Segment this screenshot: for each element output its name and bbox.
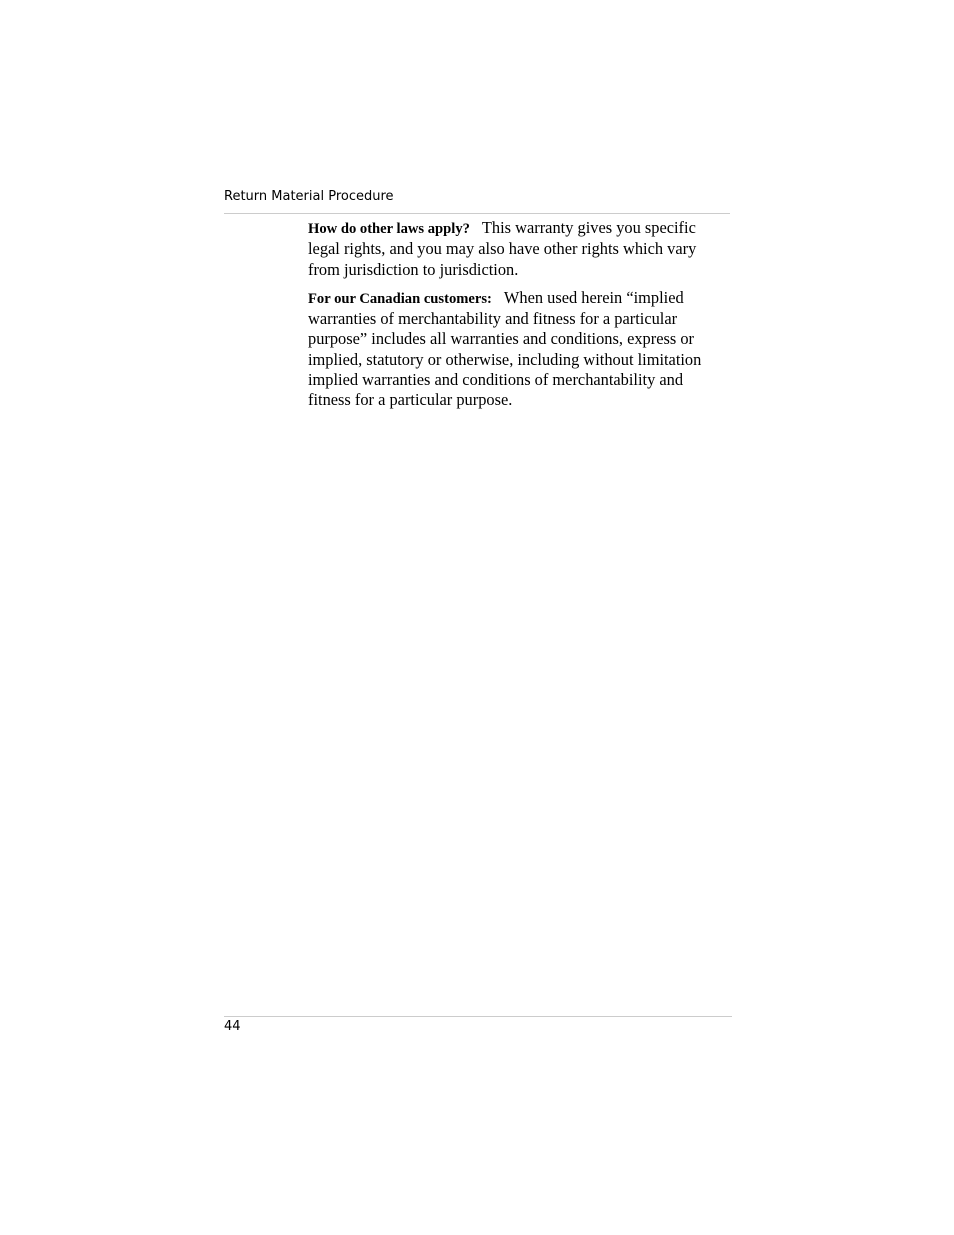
footer-divider [224,1016,732,1017]
paragraph-canadian-customers [308,288,728,411]
paragraph-lead: How do other laws apply? [308,221,470,237]
paragraph-text: This warranty gives you specific legal rights, and you may also have other rights which vary from jurisdiction to jurisdiction. [308,218,697,279]
page-number: 44 [224,1019,241,1034]
paragraph-text: When used herein “implied warranties of merchantability and fitness for a particular purpose” includes all warranties and conditions, express or implied, statutory or otherwise, including without limitation implied warranties and conditions of merchantability and fitness for a particular purpose. [308,287,702,410]
paragraph-lead: For our Canadian customers: [308,290,492,307]
paragraph-other-laws [308,218,728,280]
running-header: Return Material Procedure [224,189,394,204]
document-body [308,218,728,419]
header-divider [224,213,730,214]
